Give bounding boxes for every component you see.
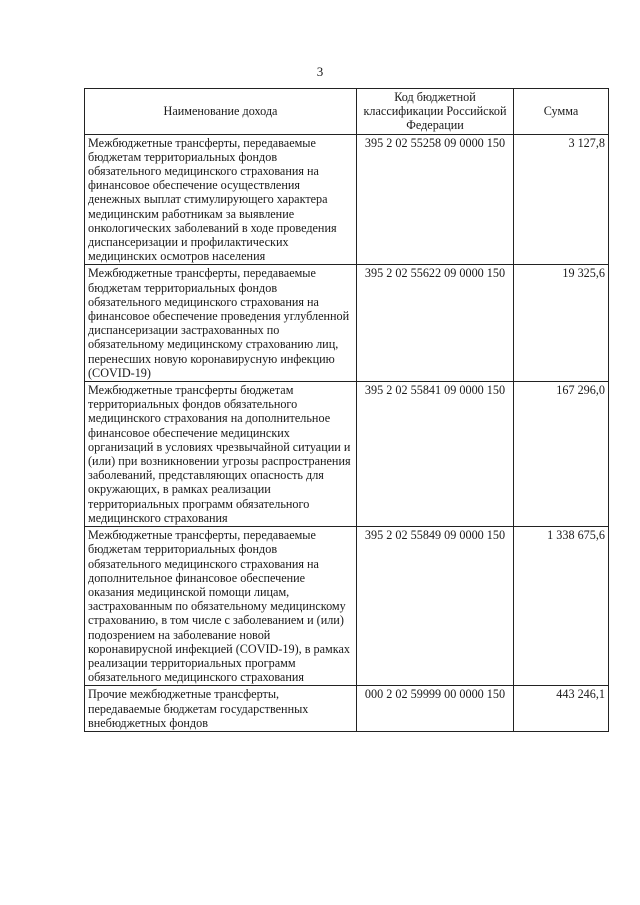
budget-code-cell: 395 2 02 55258 09 0000 150	[357, 134, 514, 265]
header-income-name: Наименование дохода	[85, 89, 357, 135]
table-row	[85, 382, 609, 527]
budget-code-cell: 000 2 02 59999 00 0000 150	[357, 686, 514, 732]
table-row	[85, 265, 609, 382]
sum-cell: 1 338 675,6	[514, 527, 609, 686]
sum-cell: 443 246,1	[514, 686, 609, 732]
sum-cell: 3 127,8	[514, 134, 609, 265]
income-table	[84, 88, 609, 732]
table-row	[85, 134, 609, 265]
income-name-cell: Межбюджетные трансферты, передаваемые бюджетам территориальных фондов обязательного медицинского страхования на финансовое обеспечение осуществления денежных выплат стимулирующего характера медицинским работникам за выявление онкологических заболеваний в ходе проведения диспансеризации и профилактических медицинских осмотров населения	[85, 134, 357, 265]
header-sum: Сумма	[514, 89, 609, 135]
header-budget-code: Код бюджетной классификации Российской Федерации	[357, 89, 514, 135]
income-name-cell: Межбюджетные трансферты, передаваемые бюджетам территориальных фондов обязательного медицинского страхования на дополнительное финансовое обеспечение оказания медицинской помощи лицам, застрахованным по обязательному медицинскому страхованию, в том числе с заболеванием и (или) подозрением на заболевание новой коронавирусной инфекцией (COVID-19), в рамках реализации территориальных программ обязательного медицинского страхования	[85, 527, 357, 686]
table-row	[85, 686, 609, 732]
income-name-cell: Прочие межбюджетные трансферты, передаваемые бюджетам государственных внебюджетных фондов	[85, 686, 357, 732]
income-name-cell: Межбюджетные трансферты, передаваемые бюджетам территориальных фондов обязательного медицинского страхования на финансовое обеспечение проведения углубленной диспансеризации застрахованных по обязательному медицинскому страхованию лиц, перенесших новую коронавирусную инфекцию (COVID-19)	[85, 265, 357, 382]
table-header-row	[85, 89, 609, 135]
page-number: 3	[316, 64, 324, 79]
table-row	[85, 527, 609, 686]
budget-code-cell: 395 2 02 55841 09 0000 150	[357, 382, 514, 527]
income-name-cell: Межбюджетные трансферты бюджетам территориальных фондов обязательного медицинского страхования на дополнительное финансовое обеспечение медицинских организаций в условиях чрезвычайной ситуации и (или) при возникновении угрозы распространения заболеваний, представляющих опасность для окружающих, в рамках реализации территориальных программ обязательного медицинского страхования	[85, 382, 357, 527]
sum-cell: 19 325,6	[514, 265, 609, 382]
budget-code-cell: 395 2 02 55849 09 0000 150	[357, 527, 514, 686]
sum-cell: 167 296,0	[514, 382, 609, 527]
budget-code-cell: 395 2 02 55622 09 0000 150	[357, 265, 514, 382]
